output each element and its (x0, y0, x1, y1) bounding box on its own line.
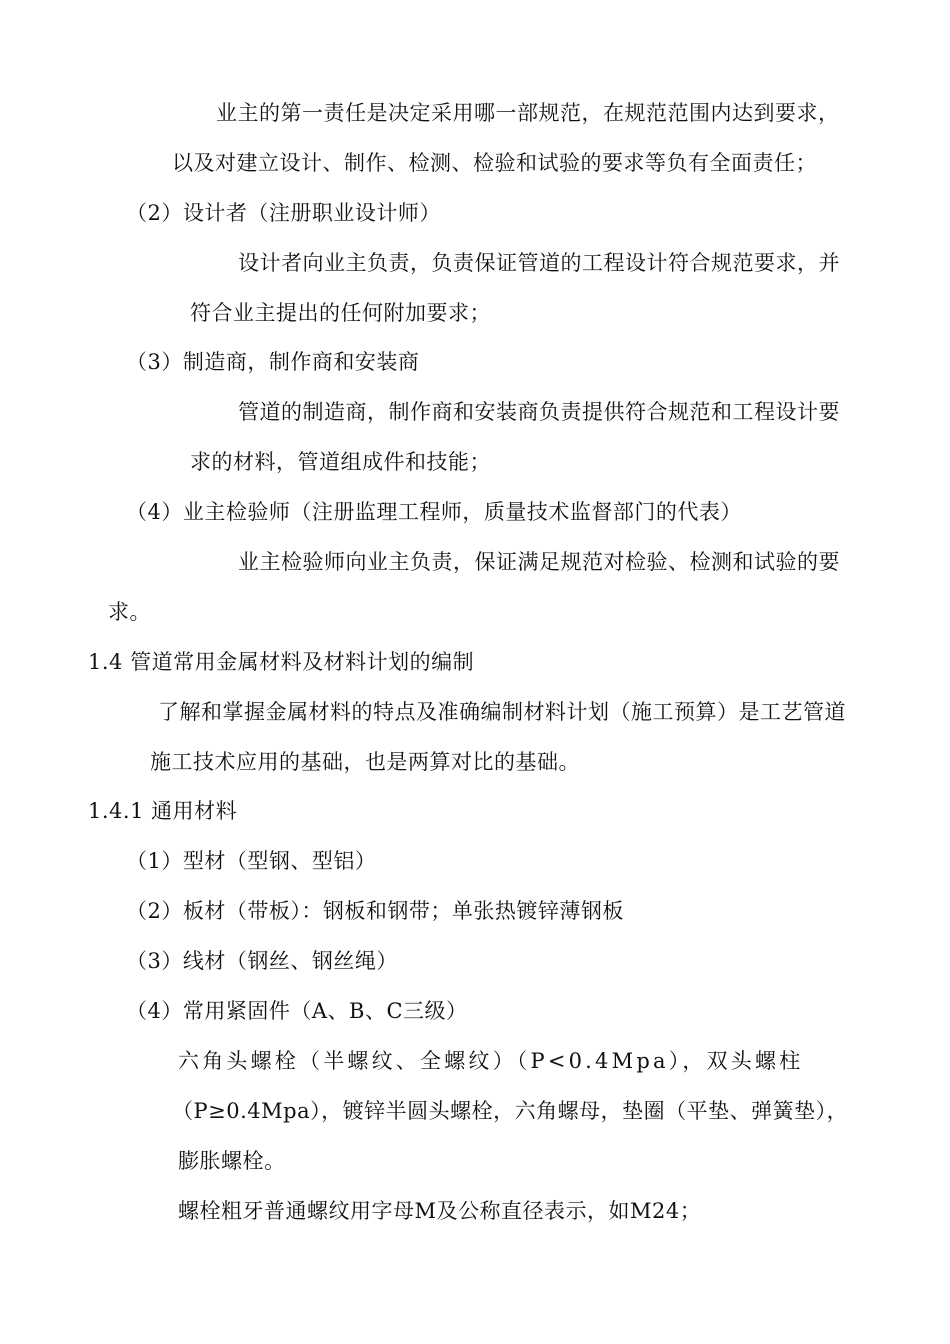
paragraph-line: 六角头螺栓（半螺纹、全螺纹）（P<0.4Mpa），双头螺柱 (178, 1049, 804, 1073)
paragraph-line: 业主检验师向业主负责，保证满足规范对检验、检测和试验的要 (238, 550, 840, 574)
section-heading: 1.4 管道常用金属材料及材料计划的编制 (88, 650, 475, 674)
list-item-heading: （3）制造商，制作商和安装商 (126, 350, 420, 374)
subsection-heading: 1.4.1 通用材料 (88, 799, 238, 823)
list-item: （1）型材（型钢、型铝） (126, 849, 377, 873)
list-item-heading: （2）设计者（注册职业设计师） (126, 201, 441, 225)
paragraph-line: 以及对建立设计、制作、检测、检验和试验的要求等负有全面责任； (172, 151, 817, 175)
paragraph-line: 求的材料，管道组成件和技能； (190, 450, 491, 474)
list-item: （4）常用紧固件（A、B、C三级） (126, 999, 468, 1023)
paragraph-line: 膨胀螺栓。 (178, 1149, 286, 1173)
paragraph-line: 了解和掌握金属材料的特点及准确编制材料计划（施工预算）是工艺管道 (158, 700, 846, 724)
paragraph-line: 施工技术应用的基础，也是两算对比的基础。 (150, 750, 580, 774)
paragraph-line: 业主的第一责任是决定采用哪一部规范，在规范范围内达到要求， (216, 101, 840, 125)
list-item: （3）线材（钢丝、钢丝绳） (126, 949, 398, 973)
list-item-heading: （4）业主检验师（注册监理工程师，质量技术监督部门的代表） (126, 500, 742, 524)
paragraph-line: 螺栓粗牙普通螺纹用字母M及公称直径表示，如M24； (178, 1199, 702, 1223)
list-item: （2）板材（带板）：钢板和钢带；单张热镀锌薄钢板 (126, 899, 624, 923)
paragraph-line: 符合业主提出的任何附加要求； (190, 301, 491, 325)
paragraph-line: 管道的制造商，制作商和安装商负责提供符合规范和工程设计要 (238, 400, 840, 424)
paragraph-line: 设计者向业主负责，负责保证管道的工程设计符合规范要求，并 (238, 251, 840, 275)
paragraph-line: （P≥0.4Mpa），镀锌半圆头螺栓，六角螺母，垫圈（平垫、弹簧垫）， (172, 1099, 849, 1123)
paragraph-line: 求。 (108, 600, 151, 624)
